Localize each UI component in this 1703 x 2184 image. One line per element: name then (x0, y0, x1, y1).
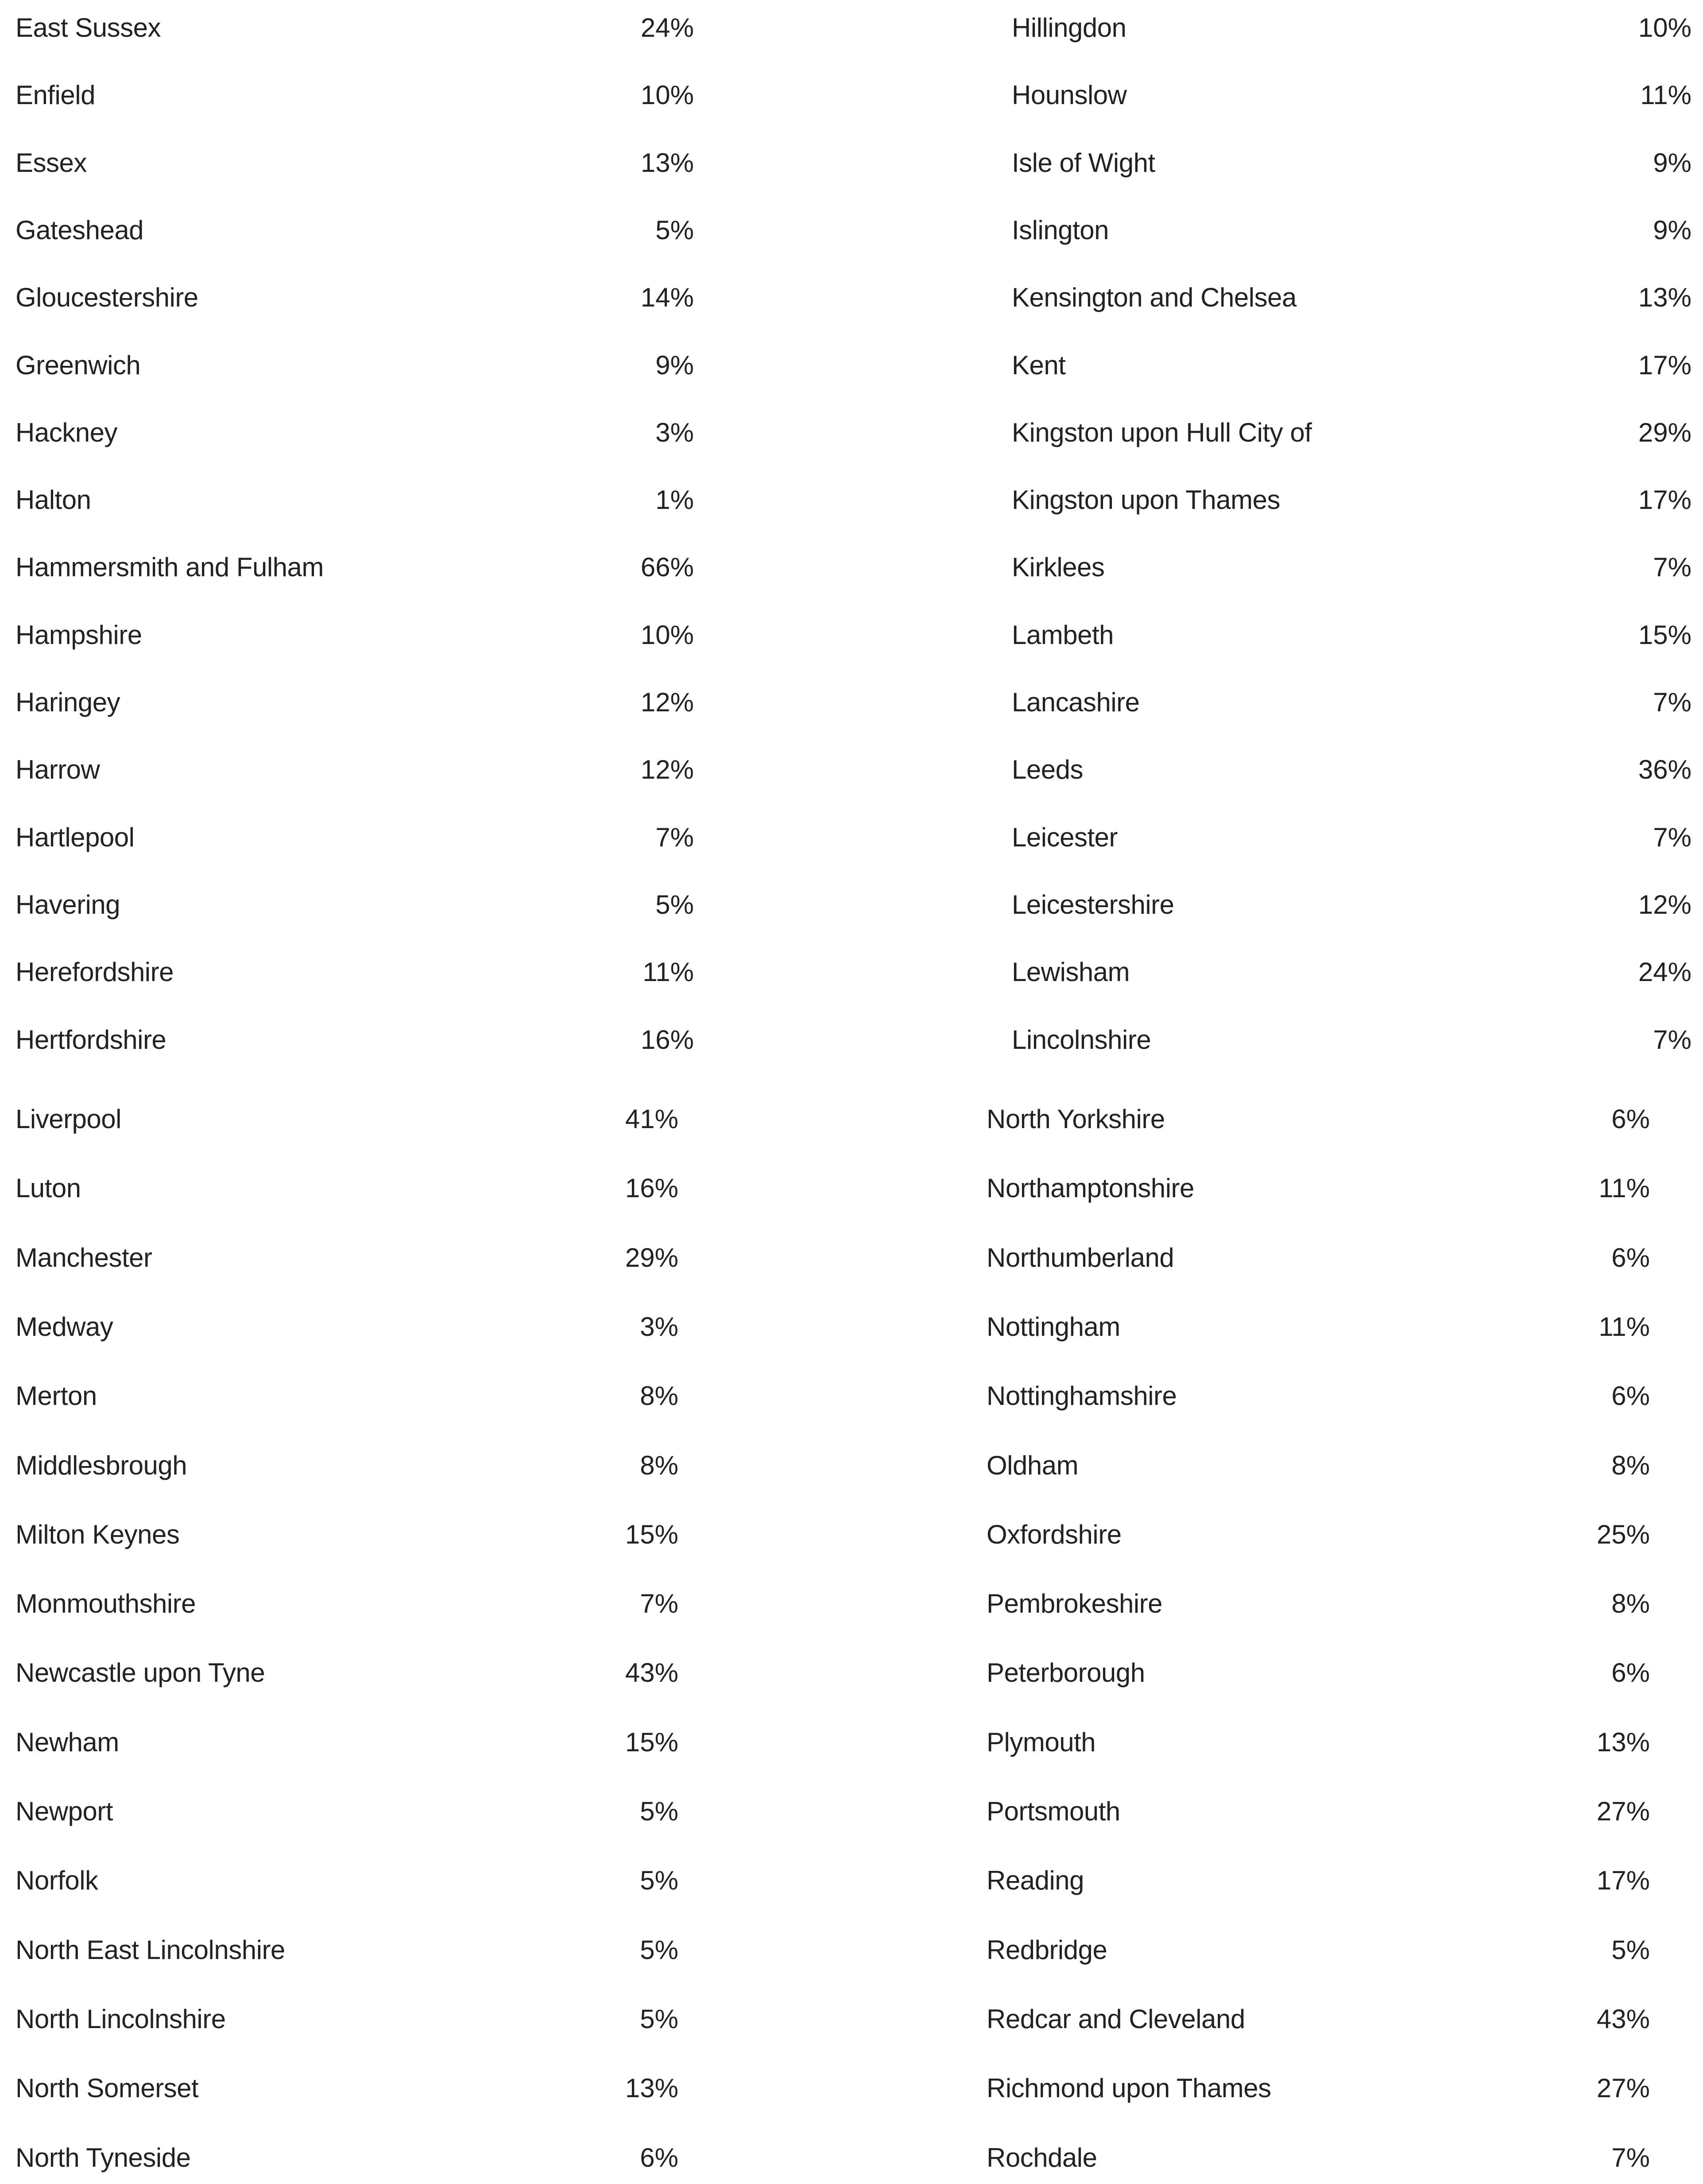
area-name: Manchester (15, 1242, 152, 1272)
table-row (15, 1651, 678, 1695)
area-name: Plymouth (987, 1727, 1096, 1757)
table-row (987, 1513, 1650, 1557)
area-name: Enfield (15, 80, 95, 110)
table-row (15, 950, 694, 994)
percentage-value: 10% (640, 80, 694, 110)
percentage-value: 7% (1653, 1024, 1691, 1055)
percentage-value: 15% (625, 1519, 678, 1549)
table-row (15, 2136, 678, 2180)
percentage-value: 5% (640, 1796, 678, 1826)
area-name: Essex (15, 147, 87, 178)
percentage-value: 13% (1596, 1727, 1650, 1757)
area-name: Leicester (1012, 822, 1118, 852)
area-name: Kensington and Chelsea (1012, 283, 1297, 313)
percentage-value: 5% (655, 215, 694, 245)
area-name: North Somerset (15, 2073, 199, 2103)
percentage-value: 24% (1638, 957, 1691, 987)
table-row (15, 680, 694, 725)
table-row (15, 208, 694, 252)
table-row (15, 1928, 678, 1972)
area-name: Portsmouth (987, 1796, 1120, 1826)
area-name: Gateshead (15, 215, 144, 245)
percentage-value: 8% (640, 1381, 678, 1411)
percentage-value: 5% (640, 2004, 678, 2034)
area-name: Luton (15, 1173, 81, 1203)
table-row (1012, 545, 1691, 590)
table-row (15, 545, 694, 590)
table-row (1012, 478, 1691, 522)
area-name: Lambeth (1012, 620, 1114, 650)
table-row (15, 6, 694, 50)
percentage-value: 10% (640, 620, 694, 650)
area-name: Newcastle upon Tyne (15, 1658, 265, 1688)
area-name: Nottinghamshire (987, 1381, 1177, 1411)
percentage-value: 7% (1653, 552, 1691, 582)
area-name: Herefordshire (15, 957, 174, 987)
percentage-value: 15% (1638, 620, 1691, 650)
percentage-value: 16% (625, 1173, 678, 1203)
percentage-value: 11% (1598, 1173, 1650, 1203)
table-row (15, 1582, 678, 1626)
area-name: Pembrokeshire (987, 1589, 1163, 1619)
percentage-value: 8% (1611, 1450, 1650, 1480)
table-row (15, 815, 694, 860)
table-row (1012, 208, 1691, 252)
area-name: Liverpool (15, 1104, 121, 1134)
table-row (15, 613, 694, 657)
table-row (15, 411, 694, 455)
percentage-value: 27% (1596, 2073, 1650, 2103)
area-name: Hampshire (15, 620, 142, 650)
table-row (987, 1997, 1650, 2041)
table-row (987, 1928, 1650, 1972)
percentage-value: 29% (1638, 417, 1691, 447)
table-row (987, 1443, 1650, 1488)
area-name: Milton Keynes (15, 1519, 180, 1549)
table-row (15, 275, 694, 320)
area-name: Hounslow (1012, 80, 1127, 110)
table-row (15, 1018, 694, 1062)
percentage-value: 6% (1611, 1242, 1650, 1272)
table-row (15, 73, 694, 117)
table-row (987, 1166, 1650, 1210)
table-row (987, 1720, 1650, 1765)
area-name: Northamptonshire (987, 1173, 1194, 1203)
percentage-value: 43% (625, 1658, 678, 1688)
percentage-value: 6% (1611, 1658, 1650, 1688)
area-name: Leicestershire (1012, 889, 1174, 919)
percentage-value: 3% (640, 1311, 678, 1342)
percentage-value: 10% (1638, 13, 1691, 43)
area-name: Hartlepool (15, 822, 135, 852)
percentage-value: 15% (625, 1727, 678, 1757)
percentage-value: 13% (640, 147, 694, 178)
percentage-value: 11% (1640, 80, 1691, 110)
percentage-value: 1% (655, 485, 694, 515)
area-name: Rochdale (987, 2142, 1097, 2172)
area-name: Merton (15, 1381, 97, 1411)
table-row (15, 748, 694, 792)
percentage-value: 66% (640, 552, 694, 582)
table-row (987, 1097, 1650, 1141)
table-row (15, 883, 694, 927)
table-row (15, 1443, 678, 1488)
percentage-value: 17% (1638, 485, 1691, 515)
area-name: Newham (15, 1727, 119, 1757)
percentage-value: 17% (1596, 1866, 1650, 1896)
area-name: Havering (15, 889, 120, 919)
table-row (15, 1720, 678, 1765)
percentage-value: 7% (1653, 822, 1691, 852)
table-row (1012, 815, 1691, 860)
table-row (15, 1305, 678, 1349)
table-row (987, 1789, 1650, 1834)
area-name: Kent (1012, 350, 1066, 380)
area-name: Oldham (987, 1450, 1079, 1480)
percentage-value: 12% (1638, 889, 1691, 919)
percentage-value: 7% (1653, 687, 1691, 717)
percentage-value: 9% (655, 350, 694, 380)
area-name: Gloucestershire (15, 283, 198, 313)
area-name: Islington (1012, 215, 1109, 245)
table-row (15, 1513, 678, 1557)
area-name: Nottingham (987, 1311, 1120, 1342)
percentage-value: 25% (1596, 1519, 1650, 1549)
table-row (987, 1582, 1650, 1626)
area-name: Redcar and Cleveland (987, 2004, 1245, 2034)
percentage-value: 8% (1611, 1589, 1650, 1619)
table-row (1012, 411, 1691, 455)
area-name: Kirklees (1012, 552, 1105, 582)
area-name: Lincolnshire (1012, 1024, 1151, 1055)
percentage-value: 5% (640, 1935, 678, 1965)
table-row (15, 478, 694, 522)
table-row (15, 1997, 678, 2041)
area-name: Peterborough (987, 1658, 1145, 1688)
area-name: Middlesbrough (15, 1450, 187, 1480)
table-row (1012, 950, 1691, 994)
area-name: Hertfordshire (15, 1024, 166, 1055)
table-row (15, 1858, 678, 1903)
area-name: Haringey (15, 687, 120, 717)
area-name: North Yorkshire (987, 1104, 1165, 1134)
table-row (15, 343, 694, 388)
percentage-value: 29% (625, 1242, 678, 1272)
area-name: Hammersmith and Fulham (15, 552, 324, 582)
percentage-value: 5% (655, 889, 694, 919)
percentage-value: 7% (640, 1589, 678, 1619)
area-name: Reading (987, 1866, 1084, 1896)
area-name: East Sussex (15, 13, 161, 43)
area-name: Kingston upon Hull City of (1012, 417, 1312, 447)
table-row (1012, 680, 1691, 725)
percentage-value: 9% (1653, 215, 1691, 245)
area-name: Leeds (1012, 755, 1083, 785)
table-row (987, 1236, 1650, 1280)
percentage-value: 36% (1638, 755, 1691, 785)
table-row (1012, 141, 1691, 185)
area-name: Kingston upon Thames (1012, 485, 1280, 515)
table-row (987, 2066, 1650, 2110)
percentage-value: 41% (625, 1104, 678, 1134)
area-name: North Lincolnshire (15, 2004, 226, 2034)
percentage-value: 17% (1638, 350, 1691, 380)
table-row (15, 141, 694, 185)
area-name: Isle of Wight (1012, 147, 1155, 178)
area-name: Redbridge (987, 1935, 1107, 1965)
area-name: Newport (15, 1796, 113, 1826)
table-row (1012, 748, 1691, 792)
area-name: Norfolk (15, 1866, 98, 1896)
table-row (1012, 1018, 1691, 1062)
table-row (1012, 6, 1691, 50)
area-name: Northumberland (987, 1242, 1174, 1272)
percentage-value: 7% (1611, 2142, 1650, 2172)
area-name: Hillingdon (1012, 13, 1126, 43)
percentage-value: 14% (640, 283, 694, 313)
percentage-value: 11% (1598, 1311, 1650, 1342)
percentage-value: 27% (1596, 1796, 1650, 1826)
percentage-value: 24% (640, 13, 694, 43)
area-name: Greenwich (15, 350, 141, 380)
percentage-value: 13% (625, 2073, 678, 2103)
percentage-value: 6% (1611, 1381, 1650, 1411)
percentage-value: 7% (655, 822, 694, 852)
table-row (987, 1374, 1650, 1418)
area-name: Monmouthshire (15, 1589, 196, 1619)
percentage-value: 13% (1638, 283, 1691, 313)
table-row (1012, 275, 1691, 320)
percentage-value: 11% (642, 957, 694, 987)
percentage-value: 6% (640, 2142, 678, 2172)
area-name: Medway (15, 1311, 113, 1342)
table-row (987, 1305, 1650, 1349)
area-name: Halton (15, 485, 91, 515)
percentage-value: 9% (1653, 147, 1691, 178)
percentage-value: 12% (640, 687, 694, 717)
area-name: Lancashire (1012, 687, 1140, 717)
area-name: Oxfordshire (987, 1519, 1122, 1549)
table-row (15, 1789, 678, 1834)
area-name: Hackney (15, 417, 117, 447)
table-row (1012, 343, 1691, 388)
table-row (987, 1858, 1650, 1903)
table-row (15, 1166, 678, 1210)
area-name: North Tyneside (15, 2142, 191, 2172)
percentage-value: 16% (640, 1024, 694, 1055)
percentage-value: 12% (640, 755, 694, 785)
table-row (15, 2066, 678, 2110)
percentage-value: 5% (1611, 1935, 1650, 1965)
area-name: Lewisham (1012, 957, 1130, 987)
percentage-value: 6% (1611, 1104, 1650, 1134)
table-row (1012, 883, 1691, 927)
area-name: Richmond upon Thames (987, 2073, 1271, 2103)
table-row (987, 2136, 1650, 2180)
area-name: Harrow (15, 755, 100, 785)
percentage-value: 43% (1596, 2004, 1650, 2034)
area-name: North East Lincolnshire (15, 1935, 285, 1965)
table-row (15, 1374, 678, 1418)
table-row (15, 1236, 678, 1280)
table-row (1012, 73, 1691, 117)
table-row (987, 1651, 1650, 1695)
percentage-value: 3% (655, 417, 694, 447)
percentage-value: 5% (640, 1866, 678, 1896)
percentage-value: 8% (640, 1450, 678, 1480)
table-row (15, 1097, 678, 1141)
table-row (1012, 613, 1691, 657)
